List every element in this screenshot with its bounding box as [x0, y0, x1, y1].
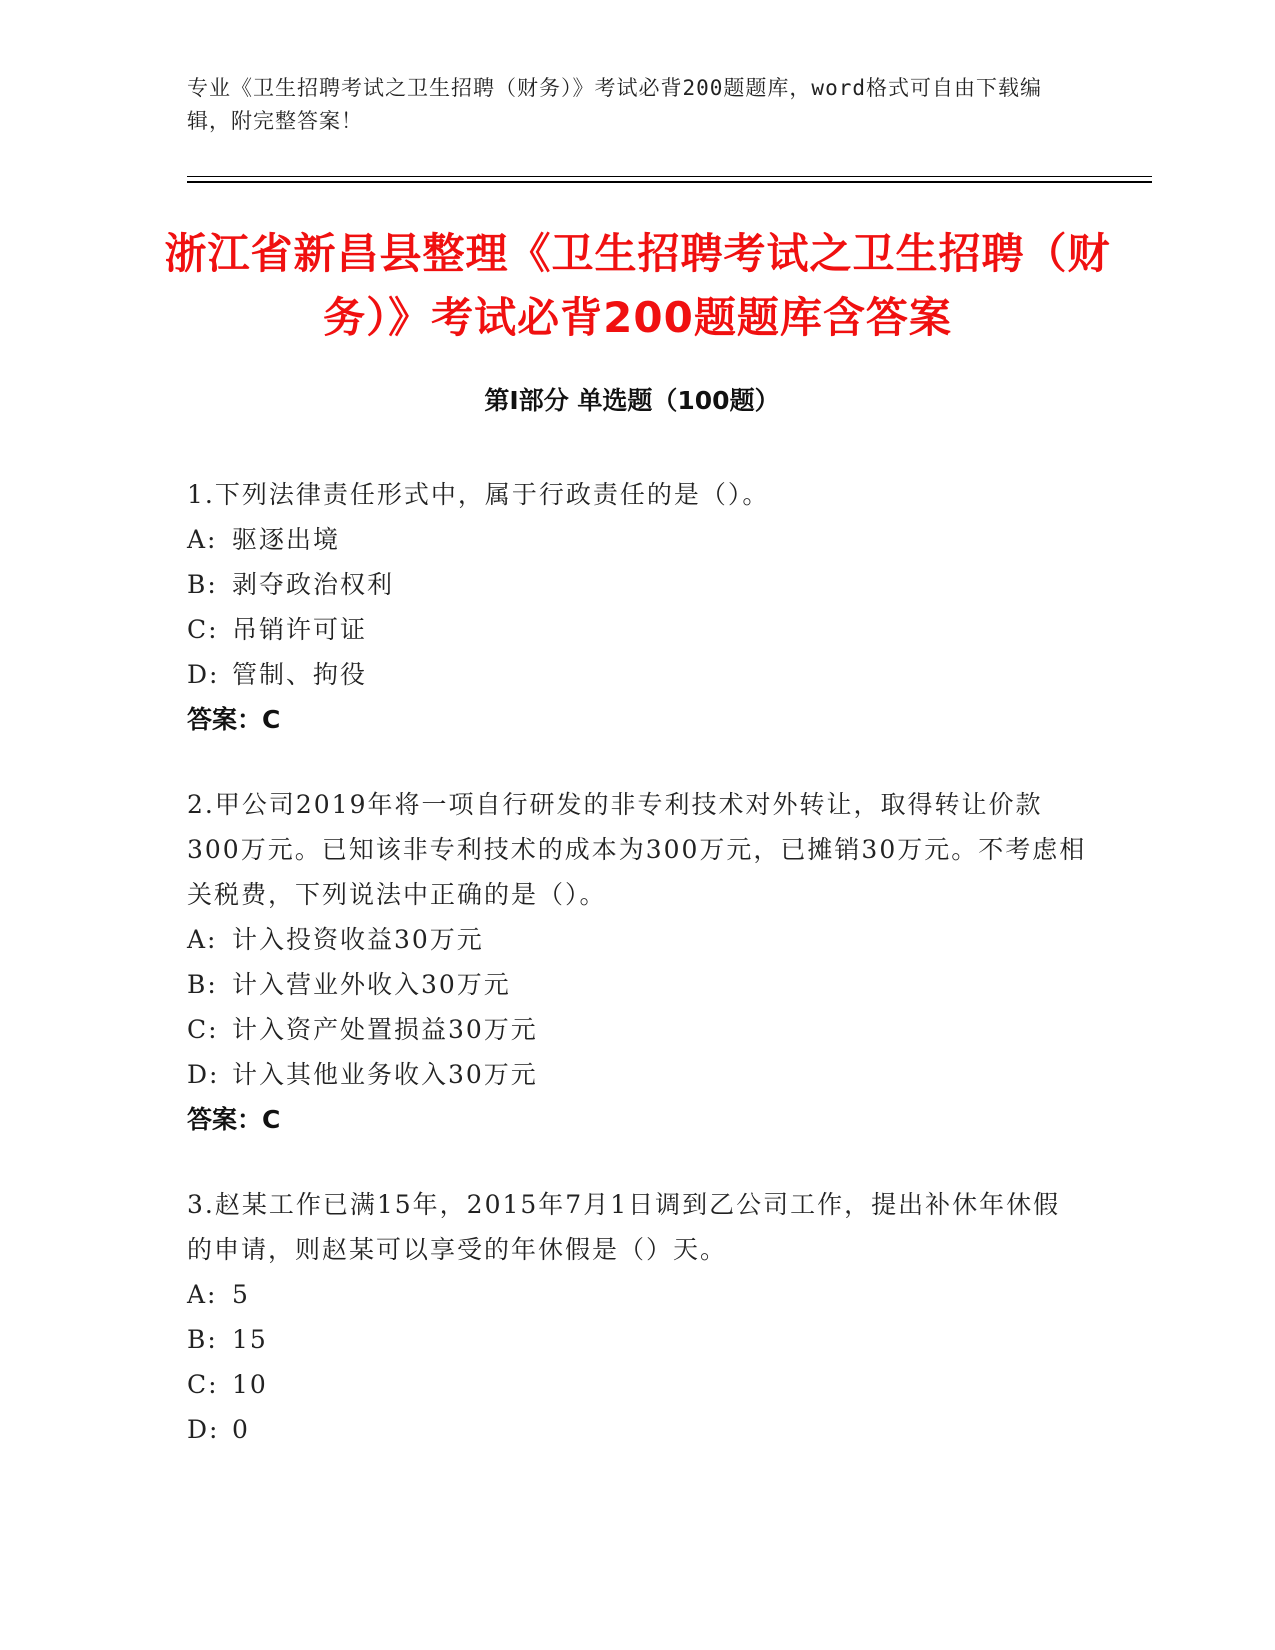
- answer: 答案：C: [187, 1105, 281, 1134]
- option-text: 剥夺政治权利: [232, 570, 395, 599]
- option-text: 计入其他业务收入30万元: [232, 1060, 538, 1089]
- option-c: [187, 1007, 1087, 1052]
- option-text: 计入营业外收入30万元: [232, 970, 511, 999]
- question-text: 1.下列法律责任形式中，属于行政责任的是（）。: [187, 480, 770, 509]
- option-b: [187, 1317, 1087, 1362]
- option-text: 吊销许可证: [232, 615, 368, 644]
- option-letter: A:: [187, 925, 218, 954]
- option-d: [187, 652, 1087, 697]
- document-title: 浙江省新昌县整理《卫生招聘考试之卫生招聘（财务）》考试必背200题题库含答案: [164, 229, 1111, 342]
- question-2: [187, 782, 1087, 1142]
- option-text: 10: [232, 1370, 268, 1399]
- header-divider-thick: [187, 181, 1152, 183]
- option-d: [187, 1052, 1087, 1097]
- option-a: [187, 917, 1087, 962]
- option-a: [187, 517, 1087, 562]
- option-text: 管制、拘役: [232, 660, 368, 689]
- question-list: [187, 472, 1087, 1492]
- option-letter: C:: [187, 615, 219, 644]
- option-letter: D:: [187, 660, 220, 689]
- question-text: 3.赵某工作已满15年，2015年7月1日调到乙公司工作，提出补休年休假的申请，则赵某可以享受的年休假是（）天。: [187, 1190, 1061, 1264]
- option-text: 计入投资收益30万元: [232, 925, 484, 954]
- question-1: [187, 472, 1087, 742]
- option-letter: D:: [187, 1415, 220, 1444]
- option-letter: A:: [187, 525, 218, 554]
- option-d: [187, 1407, 1087, 1452]
- option-letter: A:: [187, 1280, 218, 1309]
- option-letter: C:: [187, 1370, 219, 1399]
- option-letter: C:: [187, 1015, 219, 1044]
- option-letter: D:: [187, 1060, 220, 1089]
- question-text: 2.甲公司2019年将一项自行研发的非专利技术对外转让，取得转让价款300万元。已知该非专利技术的成本为300万元，已摊销30万元。不考虑相关税费，下列说法中正确的是（）。: [187, 790, 1087, 909]
- option-letter: B:: [187, 570, 218, 599]
- option-b: [187, 962, 1087, 1007]
- section-title: 第Ⅰ部分 单选题（100题）: [484, 386, 780, 415]
- question-3: [187, 1182, 1087, 1452]
- option-c: [187, 607, 1087, 652]
- header-note: 专业《卫生招聘考试之卫生招聘（财务）》考试必背200题题库，word格式可自由下载编辑，附完整答案！: [187, 76, 1042, 133]
- option-b: [187, 562, 1087, 607]
- option-letter: B:: [187, 1325, 218, 1354]
- option-text: 5: [232, 1280, 250, 1309]
- option-c: [187, 1362, 1087, 1407]
- answer: 答案：C: [187, 705, 281, 734]
- option-a: [187, 1272, 1087, 1317]
- option-letter: B:: [187, 970, 218, 999]
- header-divider-thin: [187, 176, 1152, 177]
- option-text: 驱逐出境: [232, 525, 341, 554]
- option-text: 15: [232, 1325, 268, 1354]
- option-text: 计入资产处置损益30万元: [232, 1015, 538, 1044]
- option-text: 0: [232, 1415, 250, 1444]
